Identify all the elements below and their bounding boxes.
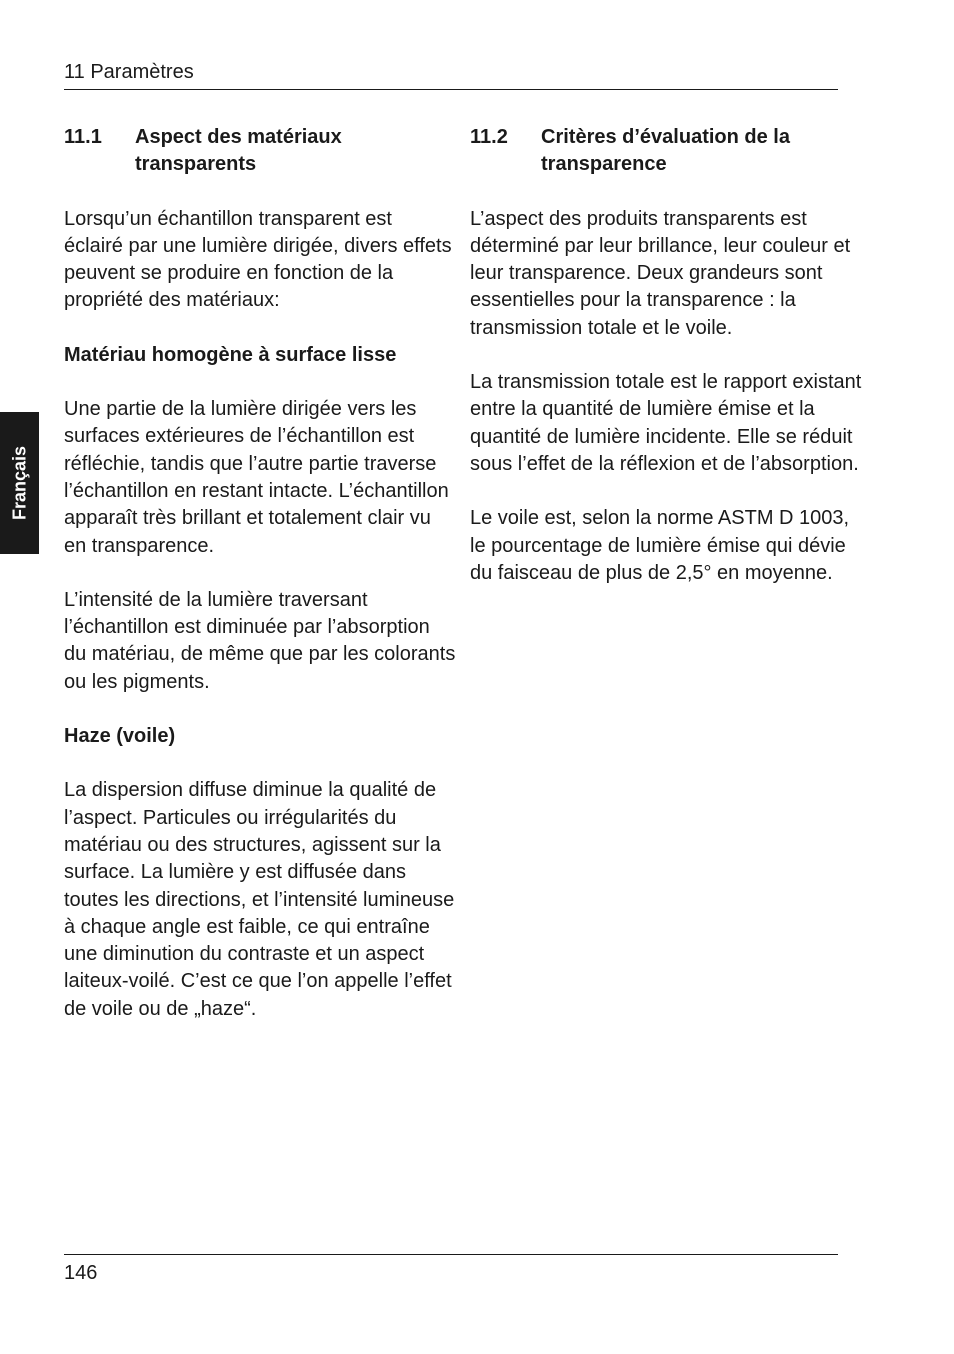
running-header: 11 Paramètres: [64, 61, 194, 83]
paragraph: Le voile est, selon la norme ASTM D 1003, le pourcentage de lumière émise qui dévie du faisceau de plus de 2,5° en moyenne.: [470, 507, 850, 584]
section-title: [135, 124, 456, 179]
section-number: 11.1: [64, 126, 102, 148]
paragraph: L’aspect des produits transparents est déterminé par leur brillance, leur couleur et leur transparence. Deux grandeurs sont essentielles pour la transparence : la transmission totale et le voile.: [470, 207, 851, 339]
section-number: 11.2: [470, 126, 508, 148]
header-divider: [64, 89, 838, 90]
subheading-homogeneous: Matériau homogène à surface lisse: [64, 343, 397, 366]
paragraph: L’intensité de la lumière traversant l’échantillon est diminuée par l’absorption du matériau, de même que par les colorants ou les pigments.: [64, 588, 456, 693]
paragraph: Une partie de la lumière dirigée vers les surfaces extérieures de l’échantillon est réfléchie, tandis que l’autre partie traverse l’échantillon en restant intacte. L’échantillon apparaît très brillant et totalement clair vu en transparence.: [64, 398, 449, 557]
section-title-line: transparents: [135, 153, 257, 176]
intro-paragraph: Lorsqu’un échantillon transparent est éclairé par une lumière dirigée, divers effets peuvent se produire en fonction de la propriété des matériaux:: [64, 207, 452, 312]
footer-divider: [64, 1254, 838, 1255]
right-column: [470, 124, 862, 614]
section-title-line: Critères d’évaluation de la: [541, 126, 790, 148]
subheading-haze: Haze (voile): [64, 725, 176, 748]
paragraph: La transmission totale est le rapport existant entre la quantité de lumière émise et la quantité de lumière incidente. Elle se réduit sous l’effet de la réflexion et de l’absorption.: [470, 371, 862, 475]
left-column: [64, 124, 456, 1050]
section-title-line: Aspect des matériaux: [135, 126, 342, 148]
paragraph: La dispersion diffuse diminue la qualité de l’aspect. Particules ou irrégularités du matériau ou des structures, agissent sur la surface. La lumière y est diffusée dans toutes les directions, et l’intensité lumineuse à chaque angle est faible, ce qui entraîne une diminution du contraste et un aspect laiteux-voilé. C’est ce que l’on appelle l’effet de voile ou de „haze“.: [64, 779, 455, 1020]
language-tab: [0, 412, 39, 554]
language-tab-label: Français: [9, 445, 29, 521]
page-number: 146: [64, 1262, 98, 1284]
section-title-line: transparence: [541, 153, 667, 176]
section-heading-11-2: [470, 124, 862, 179]
section-heading-11-1: [64, 124, 456, 179]
section-title: [541, 124, 862, 179]
